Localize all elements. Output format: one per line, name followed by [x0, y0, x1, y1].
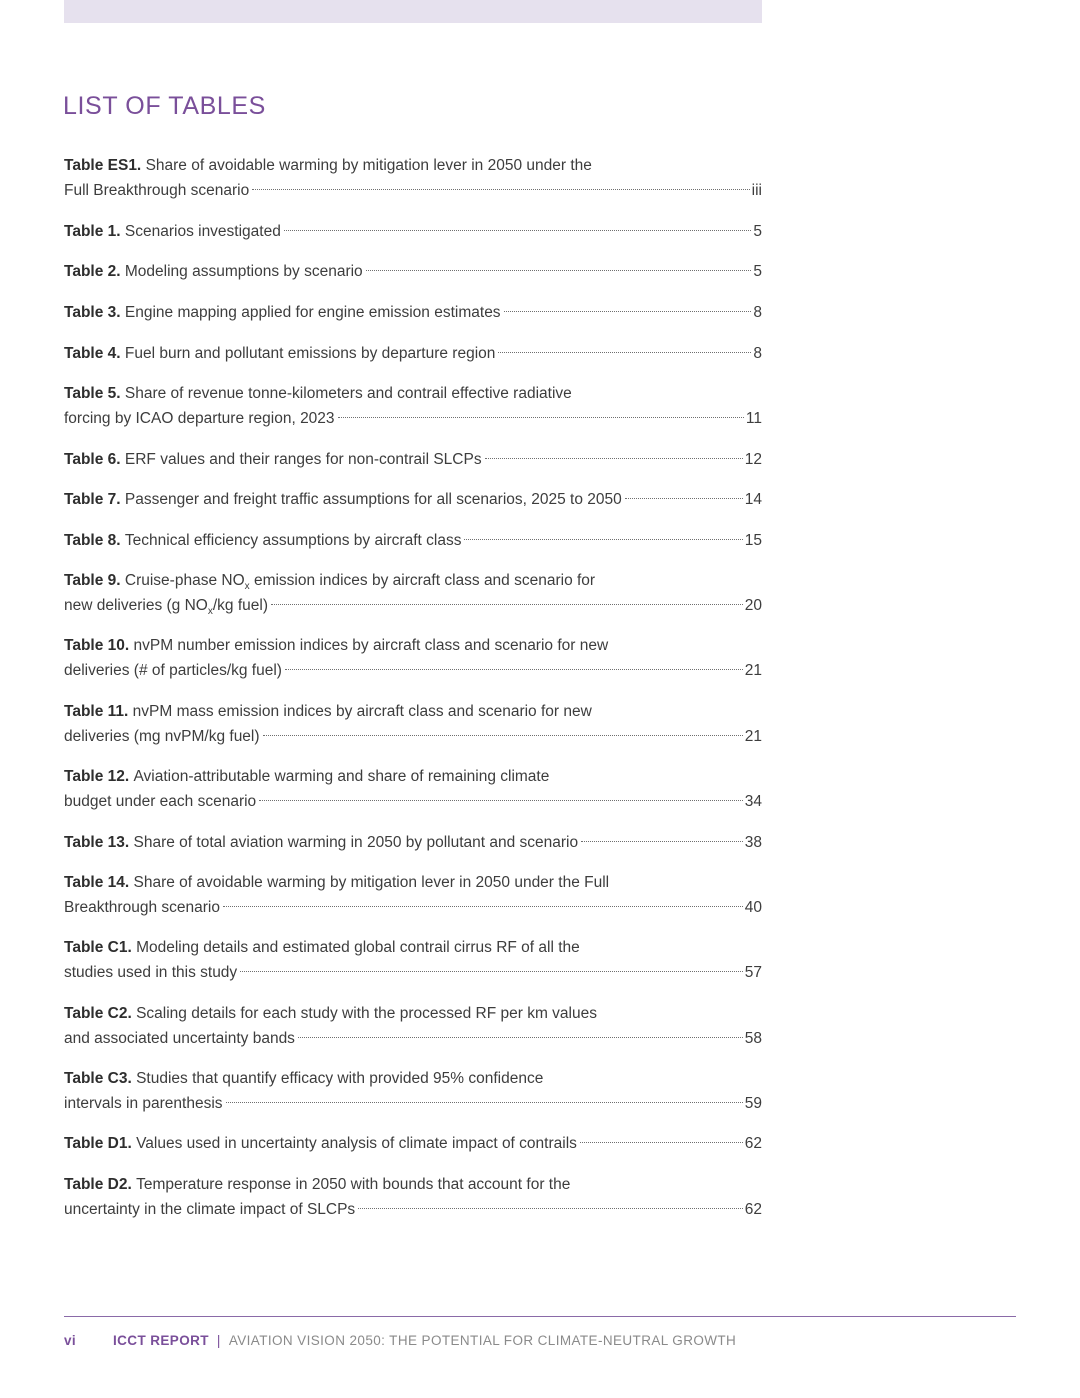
dot-leader [464, 539, 742, 540]
entry-title-part: Cruise-phase NO [124, 572, 245, 589]
entry-page: 14 [744, 491, 762, 508]
entry-label: Table 14. [64, 874, 130, 891]
entry-title-cont: budget under each scenario [64, 793, 257, 810]
dot-leader [338, 417, 744, 418]
entry-label: Table 8. [64, 532, 121, 549]
dot-leader [240, 971, 743, 972]
dot-leader [259, 800, 743, 801]
toc-entry-10[interactable] [64, 633, 762, 683]
toc-entry-7[interactable] [64, 487, 762, 512]
dot-leader [580, 1142, 743, 1143]
entry-label: Table 1. [64, 223, 121, 240]
toc-entry-11[interactable] [64, 699, 762, 749]
subscript: x [244, 581, 250, 593]
entry-title-cont: uncertainty in the climate impact of SLCPs [64, 1201, 356, 1218]
entry-title-cont: forcing by ICAO departure region, 2023 [64, 410, 335, 427]
entry-page: 57 [744, 964, 762, 981]
entry-label: Table 4. [64, 345, 121, 362]
entry-title: Share of avoidable warming by mitigation lever in 2050 under the [145, 157, 592, 174]
entry-title: Scenarios investigated [124, 223, 281, 240]
toc-entry-8[interactable] [64, 528, 762, 553]
dot-leader [223, 906, 743, 907]
entry-label: Table 5. [64, 385, 121, 402]
entry-label: Table D1. [64, 1135, 132, 1152]
entry-title: Studies that quantify efficacy with provided 95% confidence [136, 1070, 544, 1087]
entry-title-part: /kg fuel) [212, 597, 268, 614]
toc-entry-c1[interactable] [64, 935, 762, 985]
entry-title [125, 568, 595, 593]
dot-leader [252, 189, 749, 190]
toc-entry-1[interactable] [64, 219, 762, 244]
toc-entry-d1[interactable] [64, 1131, 762, 1156]
entry-page: 11 [745, 410, 762, 427]
entry-title-cont: Breakthrough scenario [64, 899, 220, 916]
dot-leader [498, 352, 751, 353]
entry-label: Table C3. [64, 1070, 132, 1087]
entry-page: 58 [744, 1030, 762, 1047]
entry-label: Table 10. [64, 637, 130, 654]
footer-org: ICCT REPORT [113, 1333, 209, 1348]
entry-title-cont: studies used in this study [64, 964, 238, 981]
toc-entry-d2[interactable] [64, 1172, 762, 1222]
entry-label: Table 3. [64, 304, 121, 321]
entry-label: Table 12. [64, 768, 130, 785]
entry-title-cont: deliveries (# of particles/kg fuel) [64, 662, 282, 679]
entry-title-cont [64, 593, 268, 618]
toc-entry-es1[interactable] [64, 153, 762, 203]
entry-title-cont: and associated uncertainty bands [64, 1030, 295, 1047]
header-band [64, 0, 762, 23]
entry-label: Table 13. [64, 834, 130, 851]
entry-label: Table 11. [64, 703, 129, 720]
entry-page: 8 [753, 304, 762, 321]
entry-title: ERF values and their ranges for non-contrail SLCPs [124, 451, 482, 468]
entry-title: nvPM mass emission indices by aircraft class and scenario for new [132, 703, 592, 720]
entry-title-part: new deliveries (g NO [64, 597, 208, 614]
entry-title: Temperature response in 2050 with bounds that account for the [136, 1176, 571, 1193]
entry-page: 40 [744, 899, 762, 916]
dot-leader [284, 230, 752, 231]
toc-entry-9[interactable] [64, 568, 762, 618]
toc-entry-c3[interactable] [64, 1066, 762, 1116]
entry-page: 21 [744, 662, 762, 679]
subscript: x [207, 606, 213, 618]
footer-report-title: AVIATION VISION 2050: THE POTENTIAL FOR CLIMATE-NEUTRAL GROWTH [228, 1333, 737, 1348]
entry-title: nvPM number emission indices by aircraft class and scenario for new [133, 637, 609, 654]
entry-title: Share of avoidable warming by mitigation lever in 2050 under the Full [133, 874, 610, 891]
entry-label: Table 9. [64, 572, 121, 589]
dot-leader [504, 311, 752, 312]
entry-title: Technical efficiency assumptions by aircraft class [124, 532, 462, 549]
entry-page: 34 [744, 793, 762, 810]
entry-page: 62 [744, 1201, 762, 1218]
footer-divider [64, 1316, 1016, 1317]
entry-label: Table 7. [64, 491, 121, 508]
entry-label: Table C1. [64, 939, 132, 956]
page-title: LIST OF TABLES [63, 92, 266, 120]
toc-entry-4[interactable] [64, 341, 762, 366]
toc-entry-6[interactable] [64, 447, 762, 472]
dot-leader [271, 604, 743, 605]
entry-page: 59 [744, 1095, 762, 1112]
entry-title: Modeling details and estimated global contrail cirrus RF of all the [136, 939, 580, 956]
dot-leader [366, 270, 752, 271]
entry-page: 15 [744, 532, 762, 549]
entry-page: 5 [753, 223, 762, 240]
entry-page: 21 [744, 728, 762, 745]
entry-label: Table D2. [64, 1176, 132, 1193]
dot-leader [298, 1037, 743, 1038]
entry-page: 5 [753, 263, 762, 280]
entry-title: Share of revenue tonne-kilometers and contrail effective radiative [124, 385, 572, 402]
entry-page: 20 [744, 597, 762, 614]
dot-leader [226, 1102, 743, 1103]
entry-title-part: emission indices by aircraft class and scenario for [249, 572, 596, 589]
footer-page-number: vi [64, 1333, 77, 1348]
entry-page: 62 [744, 1135, 762, 1152]
footer-separator: | [216, 1333, 221, 1348]
dot-leader [485, 458, 743, 459]
entry-page: 38 [744, 834, 762, 851]
entry-title: Passenger and freight traffic assumptions for all scenarios, 2025 to 2050 [124, 491, 622, 508]
entry-title-cont: intervals in parenthesis [64, 1095, 223, 1112]
entry-label: Table 2. [64, 263, 121, 280]
dot-leader [285, 669, 743, 670]
entry-page: 8 [753, 345, 762, 362]
entry-title: Share of total aviation warming in 2050 by pollutant and scenario [133, 834, 579, 851]
entry-label: Table 6. [64, 451, 121, 468]
entry-page: iii [751, 182, 762, 199]
toc-entry-13[interactable] [64, 830, 762, 855]
toc-entry-2[interactable] [64, 259, 762, 284]
dot-leader [358, 1208, 743, 1209]
entry-page: 12 [744, 451, 762, 468]
entry-title: Modeling assumptions by scenario [124, 263, 363, 280]
entry-label: Table ES1. [64, 157, 142, 174]
entry-title: Engine mapping applied for engine emission estimates [124, 304, 501, 321]
toc-entry-14[interactable] [64, 870, 762, 920]
dot-leader [581, 841, 743, 842]
toc-entry-3[interactable] [64, 300, 762, 325]
entry-title-cont: Full Breakthrough scenario [64, 182, 250, 199]
entry-title: Fuel burn and pollutant emissions by departure region [124, 345, 496, 362]
dot-leader [625, 498, 743, 499]
dot-leader [263, 735, 743, 736]
entry-title-cont: deliveries (mg nvPM/kg fuel) [64, 728, 260, 745]
page-footer [64, 1333, 736, 1348]
toc-entry-5[interactable] [64, 381, 762, 431]
entry-title: Values used in uncertainty analysis of climate impact of contrails [136, 1135, 577, 1152]
entry-title: Scaling details for each study with the processed RF per km values [136, 1005, 597, 1022]
toc-entry-12[interactable] [64, 764, 762, 814]
entry-title: Aviation-attributable warming and share of remaining climate [133, 768, 550, 785]
entry-label: Table C2. [64, 1005, 132, 1022]
toc-entry-c2[interactable] [64, 1001, 762, 1051]
